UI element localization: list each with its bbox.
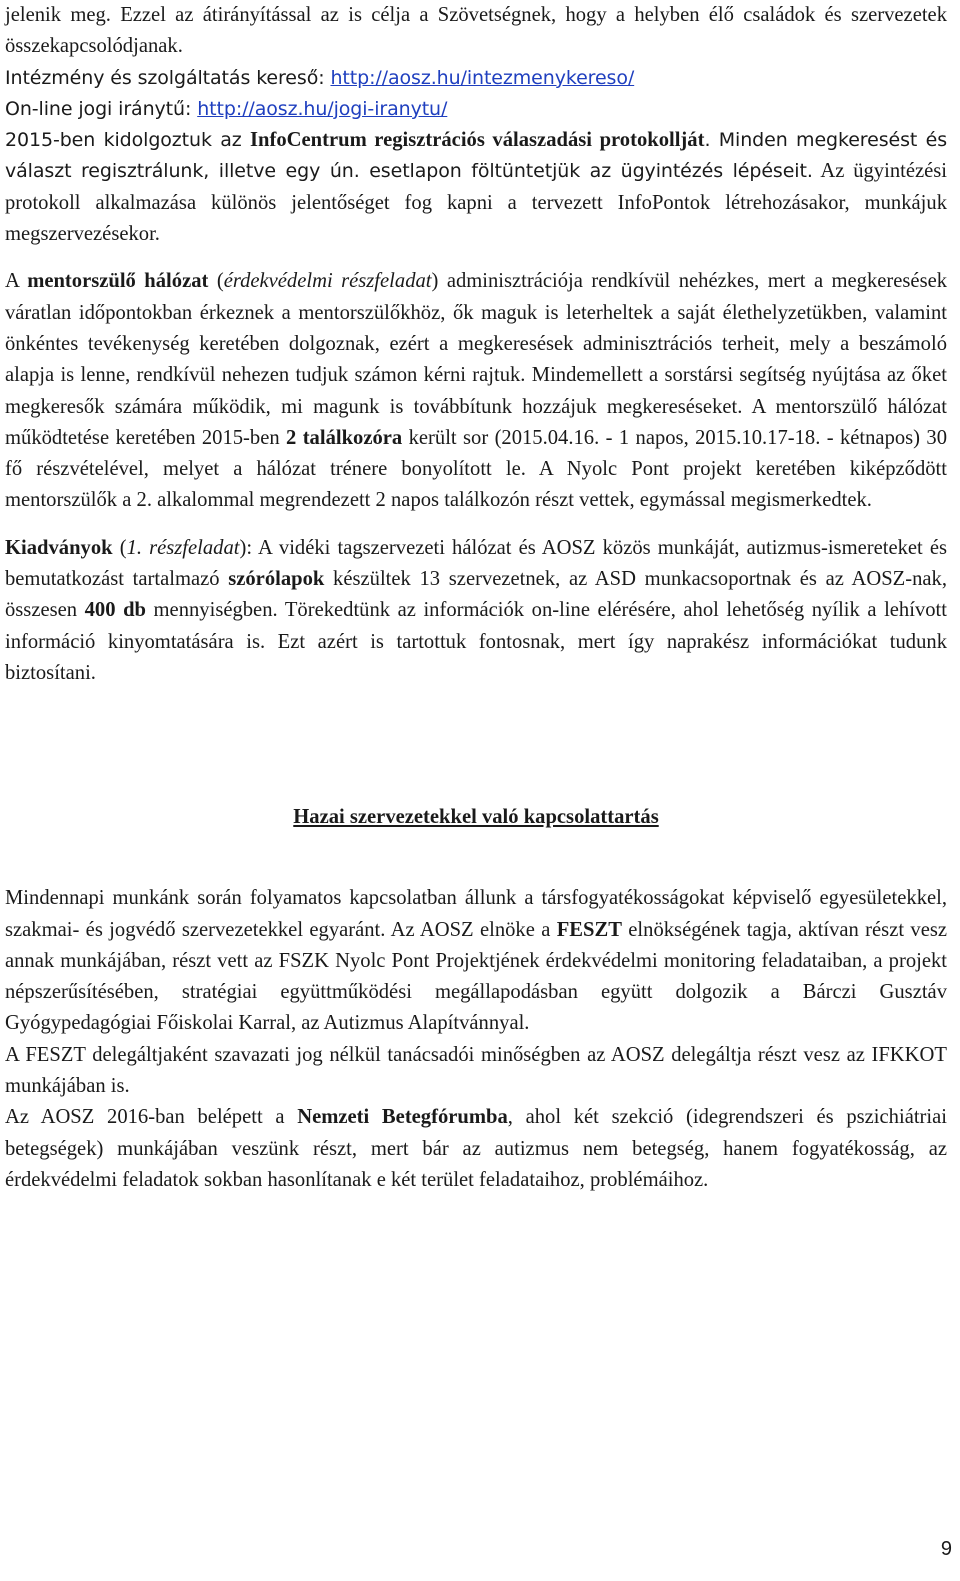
section-heading: Hazai szervezetekkel való kapcsolattartás bbox=[293, 806, 659, 829]
text-run: Az ügyintézési protokoll alkalmazása különös jelentőséget fog kapni a tervezett InfoPontok létrehozásakor, munkájuk megszervezésekor. bbox=[5, 160, 948, 246]
bold-feszt: FESZT bbox=[556, 918, 622, 941]
text-run: került sor (2015.04.16. - 1 napos, 2015.10.17-18. - kétnapos) 30 fő részvételével, melyet a hálózat trénere bonyolított le. A Nyolc Pont projekt keretében kiképződött mentorszülők a 2. alkalommal megrendezett 2 napos találkozón részt vettek, egymással megismerkedtek. bbox=[5, 426, 948, 512]
paragraph-betegforum bbox=[5, 1102, 947, 1196]
link-jogi-iranytu[interactable]: http://aosz.hu/jogi-iranytu/ bbox=[197, 97, 448, 120]
italic-subtask: érdekvédelmi részfeladat bbox=[223, 270, 432, 293]
bold-mentor-network: mentorszülő hálózat bbox=[27, 270, 209, 293]
text-run: ) adminisztrációja rendkívül nehézkes, mert a megkeresések váratlan időpontokban érkeznek a mentorszülőkhöz, ők maguk is leterheltek a saját élethelyzetükben, valamint önkéntes tevékenység keretében dolgoznak, ezért a megkeresések adminisztrációs terheit, mely a beszámoló alapja is lenne, rendkívül nehezen tudjuk számon kérni rajtuk. Mindemellett a sorstársi segítség nyújtása az őket megkeresők számára működik, mi magunk is továbbítunk hozzájuk megkereséseket. A mentorszülő hálózat működtetése keretében 2015-ben bbox=[5, 270, 948, 449]
paragraph-mentor-network bbox=[5, 266, 947, 516]
page-number: 9 bbox=[940, 1538, 952, 1560]
bold-leaflets: szórólapok bbox=[228, 568, 325, 591]
text-run: ): bbox=[239, 536, 253, 559]
bold-protocol: InfoCentrum regisztrációs válaszadási protokollját bbox=[250, 129, 705, 152]
text-run: A bbox=[5, 270, 28, 293]
text-run: készültek 13 szervezetnek, az ASD munkacsoportnak és az AOSZ-nak, összesen bbox=[5, 568, 947, 622]
text-run: . Minden megkeresést és választ regisztrálunk, illetve egy ún. esetlapon föltüntetjük az ügyintézés lépéseit. bbox=[5, 129, 947, 183]
text-run: ( bbox=[208, 270, 224, 293]
link-intezmenykereso[interactable]: http://aosz.hu/intezmenykereso/ bbox=[330, 66, 635, 89]
paragraph-relations bbox=[5, 883, 947, 1039]
text-run: Az AOSZ 2016-ban belépett a bbox=[5, 1106, 298, 1129]
text-run: On-line jogi iránytű: bbox=[5, 97, 198, 120]
bold-publications: Kiadványok bbox=[5, 536, 113, 559]
text-run: mennyiségben. Törekedtünk az információk on-line elérésére, ahol lehetőség nyílik a lehívott információ kinyomtatására is. Ezt azért is tartottuk fontosnak, mert így naprakész információkat tudunk biztosítani. bbox=[5, 599, 947, 684]
text-run: 2015-ben kidolgoztuk az bbox=[5, 129, 251, 152]
text-run: Intézmény és szolgáltatás kereső: bbox=[5, 66, 331, 89]
bold-quantity: 400 db bbox=[84, 599, 146, 622]
text-run: ( bbox=[112, 536, 127, 559]
document-page bbox=[5, 0, 947, 1196]
text-run: elnökségének tagja, aktívan részt vesz annak munkájában, részt vett az FSZK Nyolc Pont Projektjének érdekvédelmi monitoring feladataiban, a projekt népszerűsítésében, stratégiai együttműködési megállapodásban együtt dolgozik a Bárczi Gusztáv Gyógypedagógiai Főiskolai Karral, az Autizmus Alapítvánnyal. bbox=[5, 918, 947, 1035]
bold-meetings: 2 találkozóra bbox=[286, 426, 403, 449]
text-run: , ahol két szekció (idegrendszeri és pszichiátriai betegségek) munkájában veszünk részt, mert bár az autizmus nem betegség, hanem fogyatékosság, az érdekvédelmi feladatok sokban hasonlítanak e két terület feladataihoz, problémáihoz. bbox=[5, 1106, 947, 1191]
paragraph-redirect bbox=[5, 0, 947, 250]
bold-betegforum: Nemzeti Betegfórumba bbox=[297, 1106, 508, 1129]
italic-subtask: 1. részfeladat bbox=[126, 536, 240, 559]
paragraph-publications bbox=[5, 533, 947, 689]
text-run: jelenik meg. Ezzel az átirányítással az is célja a Szövetségnek, hogy a helyben élő családok és szervezetek összekapcsolódjanak. bbox=[5, 4, 947, 58]
paragraph-ifkkot: A FESZT delegáltjaként szavazati jog nélkül tanácsadói minőségben az AOSZ delegáltja részt vesz az IFKKOT munkájában is. bbox=[5, 1043, 947, 1098]
text-run: A vidéki tagszervezeti hálózat és AOSZ közös munkáját, autizmus-ismereteket és bemutatkozást tartalmazó bbox=[5, 536, 948, 591]
text-run: Mindennapi munkánk során folyamatos kapcsolatban állunk a társfogyatékosságokat képviselő egyesületekkel, szakmai- és jogvédő szervezetekkel egyaránt. Az AOSZ elnöke a bbox=[5, 887, 947, 941]
